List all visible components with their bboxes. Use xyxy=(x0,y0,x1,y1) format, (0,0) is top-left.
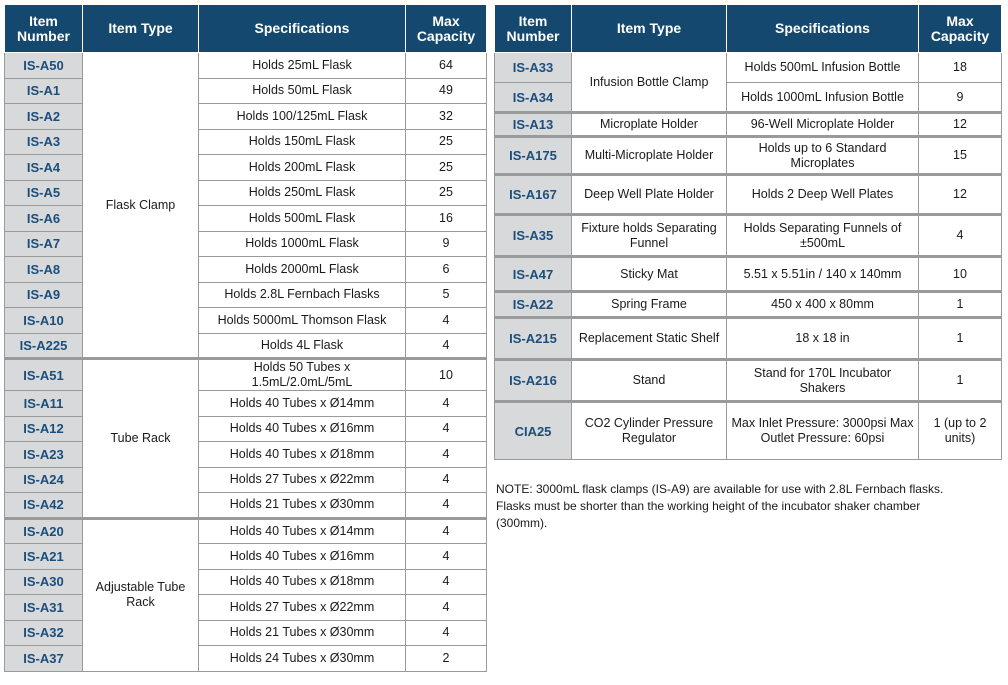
specification-cell: Holds 40 Tubes x Ø16mm xyxy=(199,416,406,442)
max-capacity-cell: 4 xyxy=(406,308,487,334)
max-capacity-cell: 64 xyxy=(406,53,487,79)
max-capacity-cell: 9 xyxy=(919,83,1002,113)
table-row xyxy=(495,402,1002,460)
item-type-cell: Flask Clamp xyxy=(83,53,199,359)
max-capacity-cell: 1 (up to 2 units) xyxy=(919,402,1002,460)
table-row xyxy=(5,416,487,442)
item-number-cell: IS-A5 xyxy=(5,180,83,206)
table-row xyxy=(5,493,487,519)
table-row xyxy=(5,518,487,544)
specification-cell: Holds 200mL Flask xyxy=(199,155,406,181)
table-row xyxy=(5,206,487,232)
accessories-table-right xyxy=(494,4,1002,460)
max-capacity-cell: 4 xyxy=(406,333,487,359)
item-number-cell: IS-A6 xyxy=(5,206,83,232)
max-capacity-cell: 6 xyxy=(406,257,487,283)
item-number-cell: IS-A33 xyxy=(495,53,572,83)
max-capacity-cell: 4 xyxy=(919,215,1002,257)
header-specifications: Specifications xyxy=(199,5,406,53)
table-row xyxy=(495,257,1002,292)
header-row xyxy=(5,5,487,53)
max-capacity-cell: 1 xyxy=(919,318,1002,360)
max-capacity-cell: 25 xyxy=(406,155,487,181)
item-number-cell: IS-A7 xyxy=(5,231,83,257)
header-item-number: Item Number xyxy=(5,5,83,53)
specification-cell: Holds 500mL Flask xyxy=(199,206,406,232)
max-capacity-cell: 4 xyxy=(406,518,487,544)
specification-cell: Holds 1000mL Flask xyxy=(199,231,406,257)
accessories-table-left xyxy=(4,4,487,672)
table-row xyxy=(495,318,1002,360)
specification-cell: Holds 40 Tubes x Ø14mm xyxy=(199,518,406,544)
item-number-cell: IS-A225 xyxy=(5,333,83,359)
specification-cell: Holds 40 Tubes x Ø18mm xyxy=(199,569,406,595)
max-capacity-cell: 4 xyxy=(406,442,487,468)
table-row xyxy=(495,53,1002,83)
specification-cell: Holds 2 Deep Well Plates xyxy=(727,175,919,215)
max-capacity-cell: 12 xyxy=(919,113,1002,137)
item-number-cell: IS-A167 xyxy=(495,175,572,215)
item-type-cell: Deep Well Plate Holder xyxy=(572,175,727,215)
item-type-cell: Infusion Bottle Clamp xyxy=(572,53,727,113)
table-row xyxy=(495,175,1002,215)
table-row xyxy=(5,231,487,257)
specification-cell: Max Inlet Pressure: 3000psi Max Outlet Pressure: 60psi xyxy=(727,402,919,460)
max-capacity-cell: 4 xyxy=(406,416,487,442)
header-specifications: Specifications xyxy=(727,5,919,53)
specification-cell: Holds 40 Tubes x Ø14mm xyxy=(199,391,406,417)
table-row xyxy=(5,359,487,391)
item-number-cell: IS-A24 xyxy=(5,467,83,493)
table-row xyxy=(5,104,487,130)
specification-cell: Holds 40 Tubes x Ø18mm xyxy=(199,442,406,468)
max-capacity-cell: 25 xyxy=(406,129,487,155)
item-number-cell: IS-A9 xyxy=(5,282,83,308)
specification-cell: Holds 21 Tubes x Ø30mm xyxy=(199,620,406,646)
item-number-cell: IS-A30 xyxy=(5,569,83,595)
table-row xyxy=(5,442,487,468)
item-type-cell: Stand xyxy=(572,360,727,402)
specification-cell: Holds 27 Tubes x Ø22mm xyxy=(199,595,406,621)
item-number-cell: IS-A32 xyxy=(5,620,83,646)
item-type-cell: Spring Frame xyxy=(572,292,727,318)
item-type-cell: Microplate Holder xyxy=(572,113,727,137)
table-row xyxy=(5,129,487,155)
specification-cell: 96-Well Microplate Holder xyxy=(727,113,919,137)
item-number-cell: IS-A175 xyxy=(495,137,572,175)
item-number-cell: IS-A216 xyxy=(495,360,572,402)
item-number-cell: IS-A23 xyxy=(5,442,83,468)
item-number-cell: IS-A42 xyxy=(5,493,83,519)
item-type-cell: Fixture holds Separating Funnel xyxy=(572,215,727,257)
specification-cell: Holds 5000mL Thomson Flask xyxy=(199,308,406,334)
item-number-cell: IS-A34 xyxy=(495,83,572,113)
table-row xyxy=(5,308,487,334)
item-number-cell: IS-A12 xyxy=(5,416,83,442)
specification-cell: 450 x 400 x 80mm xyxy=(727,292,919,318)
max-capacity-cell: 10 xyxy=(406,359,487,391)
table-row xyxy=(5,257,487,283)
max-capacity-cell: 5 xyxy=(406,282,487,308)
max-capacity-cell: 4 xyxy=(406,467,487,493)
table-row xyxy=(5,391,487,417)
table-row xyxy=(495,292,1002,318)
item-number-cell: IS-A11 xyxy=(5,391,83,417)
item-type-cell: Adjustable Tube Rack xyxy=(83,518,199,671)
specification-cell: Holds 2000mL Flask xyxy=(199,257,406,283)
header-item-type: Item Type xyxy=(572,5,727,53)
specification-cell: Stand for 170L Incubator Shakers xyxy=(727,360,919,402)
max-capacity-cell: 25 xyxy=(406,180,487,206)
item-number-cell: IS-A31 xyxy=(5,595,83,621)
table-row xyxy=(5,180,487,206)
specification-cell: Holds 50mL Flask xyxy=(199,78,406,104)
table-row xyxy=(5,569,487,595)
max-capacity-cell: 1 xyxy=(919,360,1002,402)
header-item-number: Item Number xyxy=(495,5,572,53)
specification-cell: Holds 1000mL Infusion Bottle xyxy=(727,83,919,113)
item-number-cell: IS-A50 xyxy=(5,53,83,79)
specification-cell: Holds 27 Tubes x Ø22mm xyxy=(199,467,406,493)
max-capacity-cell: 49 xyxy=(406,78,487,104)
specification-cell: Holds 150mL Flask xyxy=(199,129,406,155)
header-max-capacity: Max Capacity xyxy=(919,5,1002,53)
item-number-cell: IS-A47 xyxy=(495,257,572,292)
specification-cell: Holds 500mL Infusion Bottle xyxy=(727,53,919,83)
specification-cell: Holds 250mL Flask xyxy=(199,180,406,206)
item-type-cell: CO2 Cylinder Pressure Regulator xyxy=(572,402,727,460)
specification-cell: Holds Separating Funnels of ±500mL xyxy=(727,215,919,257)
max-capacity-cell: 16 xyxy=(406,206,487,232)
max-capacity-cell: 4 xyxy=(406,620,487,646)
item-type-cell: Tube Rack xyxy=(83,359,199,519)
max-capacity-cell: 4 xyxy=(406,595,487,621)
table-row xyxy=(5,333,487,359)
max-capacity-cell: 4 xyxy=(406,544,487,570)
item-number-cell: IS-A10 xyxy=(5,308,83,334)
left-table-body xyxy=(5,53,487,672)
table-row xyxy=(495,83,1002,113)
header-max-capacity: Max Capacity xyxy=(406,5,487,53)
item-type-cell: Replacement Static Shelf xyxy=(572,318,727,360)
max-capacity-cell: 4 xyxy=(406,569,487,595)
item-number-cell: CIA25 xyxy=(495,402,572,460)
item-number-cell: IS-A1 xyxy=(5,78,83,104)
item-number-cell: IS-A21 xyxy=(5,544,83,570)
max-capacity-cell: 4 xyxy=(406,493,487,519)
specification-cell: 18 x 18 in xyxy=(727,318,919,360)
table-row xyxy=(5,155,487,181)
specification-cell: Holds 2.8L Fernbach Flasks xyxy=(199,282,406,308)
item-number-cell: IS-A35 xyxy=(495,215,572,257)
max-capacity-cell: 15 xyxy=(919,137,1002,175)
table-row xyxy=(495,215,1002,257)
right-table-body xyxy=(495,53,1002,460)
table-row xyxy=(495,137,1002,175)
item-number-cell: IS-A51 xyxy=(5,359,83,391)
max-capacity-cell: 12 xyxy=(919,175,1002,215)
specification-cell: Holds up to 6 Standard Microplates xyxy=(727,137,919,175)
table-row xyxy=(495,113,1002,137)
item-number-cell: IS-A215 xyxy=(495,318,572,360)
max-capacity-cell: 18 xyxy=(919,53,1002,83)
specification-cell: Holds 24 Tubes x Ø30mm xyxy=(199,646,406,672)
item-number-cell: IS-A20 xyxy=(5,518,83,544)
table-row xyxy=(495,360,1002,402)
table-row xyxy=(5,282,487,308)
max-capacity-cell: 1 xyxy=(919,292,1002,318)
table-row xyxy=(5,595,487,621)
table-row xyxy=(5,78,487,104)
item-type-cell: Sticky Mat xyxy=(572,257,727,292)
table-row xyxy=(5,544,487,570)
max-capacity-cell: 10 xyxy=(919,257,1002,292)
item-number-cell: IS-A22 xyxy=(495,292,572,318)
table-row xyxy=(5,646,487,672)
specification-cell: Holds 50 Tubes x 1.5mL/2.0mL/5mL xyxy=(199,359,406,391)
specification-cell: Holds 100/125mL Flask xyxy=(199,104,406,130)
max-capacity-cell: 32 xyxy=(406,104,487,130)
table-row xyxy=(5,53,487,79)
max-capacity-cell: 4 xyxy=(406,391,487,417)
item-number-cell: IS-A2 xyxy=(5,104,83,130)
item-number-cell: IS-A4 xyxy=(5,155,83,181)
table-row xyxy=(5,620,487,646)
item-number-cell: IS-A3 xyxy=(5,129,83,155)
specification-cell: Holds 40 Tubes x Ø16mm xyxy=(199,544,406,570)
item-type-cell: Multi-Microplate Holder xyxy=(572,137,727,175)
header-row xyxy=(495,5,1002,53)
specification-cell: 5.51 x 5.51in / 140 x 140mm xyxy=(727,257,919,292)
item-number-cell: IS-A37 xyxy=(5,646,83,672)
item-number-cell: IS-A13 xyxy=(495,113,572,137)
max-capacity-cell: 9 xyxy=(406,231,487,257)
specification-cell: Holds 4L Flask xyxy=(199,333,406,359)
footnote: NOTE: 3000mL flask clamps (IS-A9) are available for use with 2.8L Fernbach flasks. Flasks must be shorter than the working height of the incubator shaker chamber (300mm). xyxy=(496,482,944,530)
max-capacity-cell: 2 xyxy=(406,646,487,672)
item-number-cell: IS-A8 xyxy=(5,257,83,283)
table-row xyxy=(5,467,487,493)
specification-cell: Holds 25mL Flask xyxy=(199,53,406,79)
specification-cell: Holds 21 Tubes x Ø30mm xyxy=(199,493,406,519)
header-item-type: Item Type xyxy=(83,5,199,53)
